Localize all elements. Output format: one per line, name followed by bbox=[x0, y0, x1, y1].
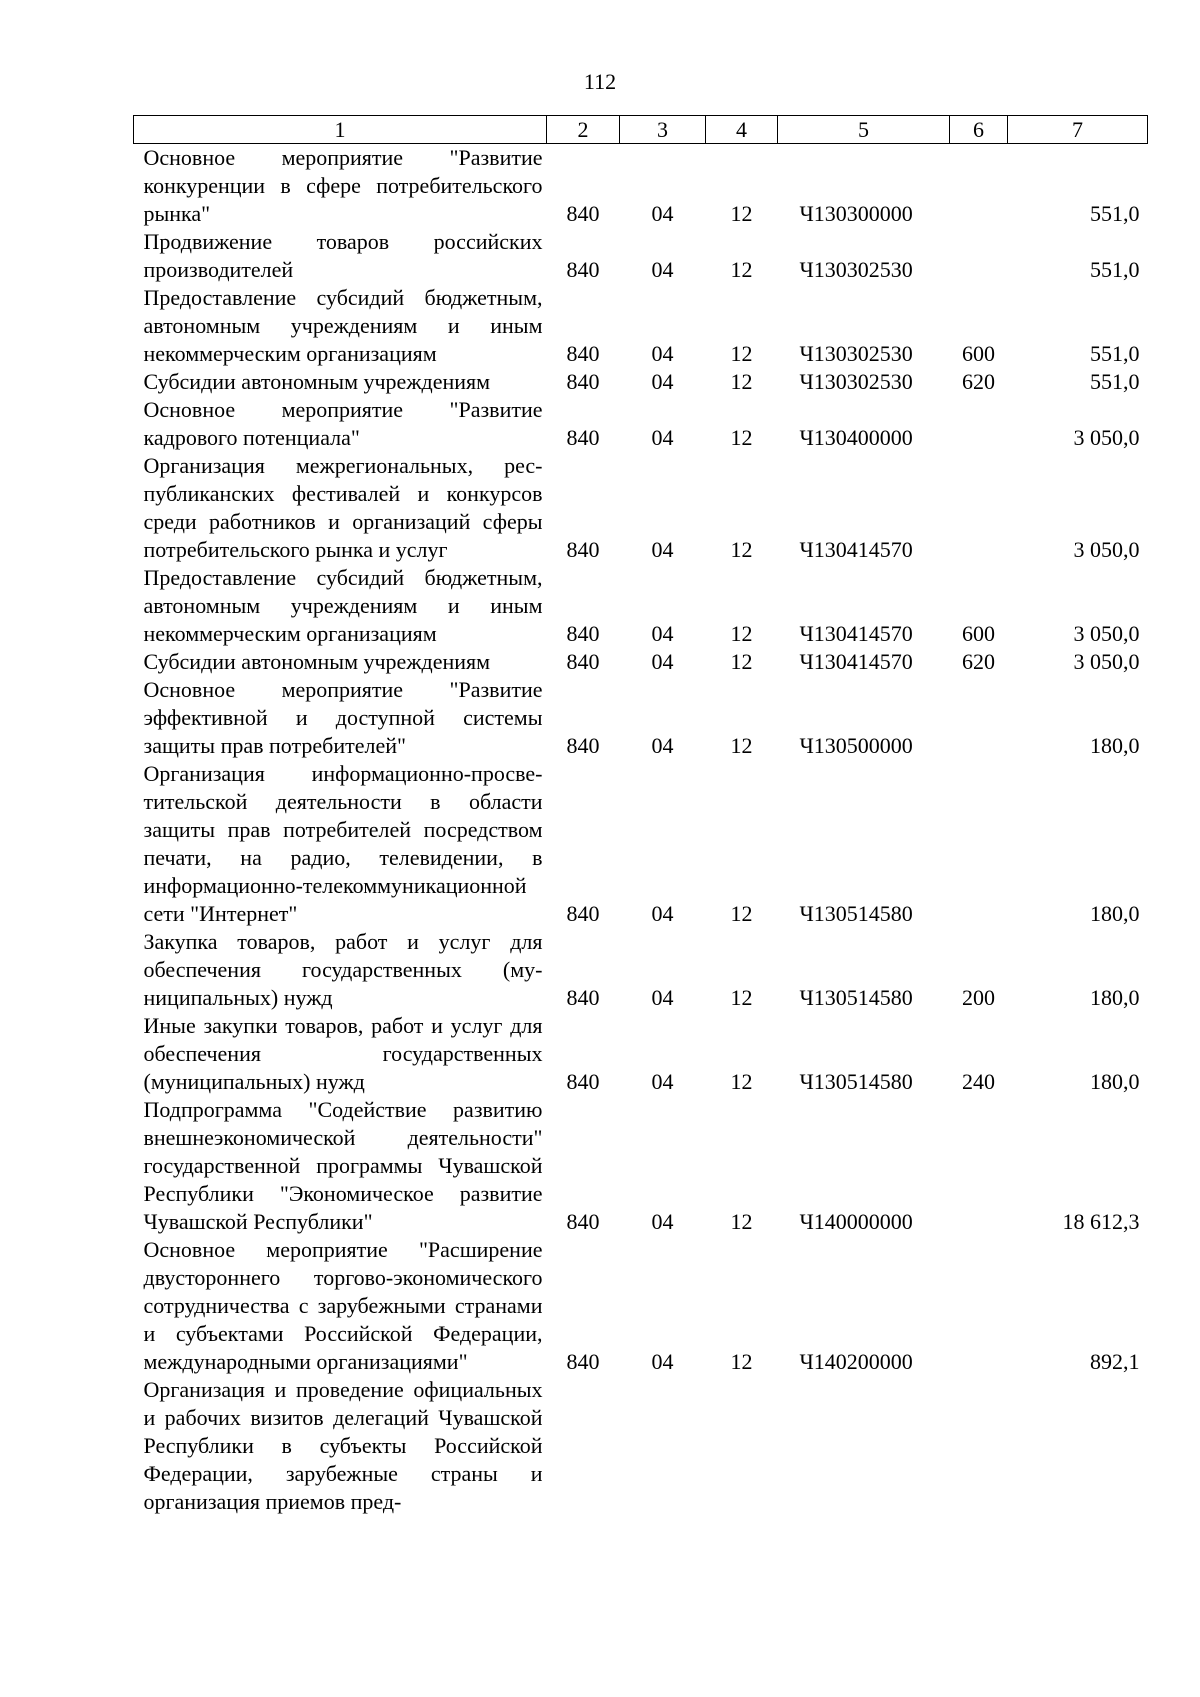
row-amount: 551,0 bbox=[1090, 369, 1140, 394]
row-col-6: 620 bbox=[962, 649, 995, 674]
row-col-6: 200 bbox=[962, 985, 995, 1010]
table-row bbox=[134, 396, 1148, 452]
row-col-6: 620 bbox=[962, 369, 995, 394]
row-amount: 180,0 bbox=[1090, 985, 1140, 1010]
table-row bbox=[134, 228, 1148, 284]
row-name: Продвижение товаров российских производителей bbox=[143, 229, 543, 282]
header-cell-7: 7 bbox=[1008, 116, 1148, 144]
row-code: Ч130302530 bbox=[799, 369, 913, 394]
row-col-4: 12 bbox=[730, 985, 753, 1010]
header-cell-1: 1 bbox=[134, 116, 547, 144]
table-row bbox=[134, 1012, 1148, 1096]
row-col-2: 840 bbox=[566, 341, 600, 366]
row-col-3: 04 bbox=[651, 537, 674, 562]
row-col-3: 04 bbox=[651, 257, 674, 282]
row-col-3: 04 bbox=[651, 369, 674, 394]
row-col-3: 04 bbox=[651, 201, 674, 226]
row-col-2: 840 bbox=[566, 649, 600, 674]
row-col-6: 600 bbox=[962, 621, 995, 646]
row-name: Субсидии автономным учреждениям bbox=[143, 369, 491, 394]
row-col-4: 12 bbox=[730, 201, 753, 226]
row-col-2: 840 bbox=[566, 901, 600, 926]
row-col-2: 840 bbox=[566, 257, 600, 282]
row-col-6 bbox=[950, 676, 1008, 760]
row-col-6 bbox=[950, 1376, 1008, 1516]
row-col-4: 12 bbox=[730, 1349, 753, 1374]
table-row bbox=[134, 760, 1148, 928]
row-col-4: 12 bbox=[730, 1209, 753, 1234]
table-row bbox=[134, 144, 1148, 229]
budget-table bbox=[133, 115, 1148, 1516]
row-col-4: 12 bbox=[730, 649, 753, 674]
row-amount bbox=[1008, 1376, 1148, 1516]
row-amount: 3 050,0 bbox=[1073, 425, 1140, 450]
header-row bbox=[134, 116, 1148, 144]
header-cell-3: 3 bbox=[620, 116, 706, 144]
table-row bbox=[134, 1376, 1148, 1516]
row-amount: 892,1 bbox=[1090, 1349, 1140, 1374]
row-name: Основное мероприятие "Развитие кадрового потенциала" bbox=[143, 397, 543, 450]
row-name: Иные закупки товаров, работ и услуг для обеспечения государственных (муниципальных) нужд bbox=[143, 1013, 543, 1094]
row-col-2 bbox=[547, 1376, 620, 1516]
row-col-6 bbox=[950, 452, 1008, 564]
row-code: Ч130500000 bbox=[799, 733, 913, 758]
row-col-4: 12 bbox=[730, 341, 753, 366]
row-name: Предоставление субсидий бюджетным, автономным учреждениям и иным некоммерческим организациям bbox=[143, 565, 543, 646]
row-name: Предоставление субсидий бюджетным, автономным учреждениям и иным некоммерческим организациям bbox=[143, 285, 543, 366]
row-amount: 551,0 bbox=[1090, 341, 1140, 366]
row-col-6 bbox=[950, 396, 1008, 452]
header-cell-5: 5 bbox=[778, 116, 950, 144]
row-col-6: 600 bbox=[962, 341, 995, 366]
row-col-3: 04 bbox=[651, 985, 674, 1010]
row-code: Ч130400000 bbox=[799, 425, 913, 450]
row-col-2: 840 bbox=[566, 425, 600, 450]
table-row bbox=[134, 564, 1148, 648]
row-col-4: 12 bbox=[730, 621, 753, 646]
row-col-6: 240 bbox=[962, 1069, 995, 1094]
row-col-4: 12 bbox=[730, 901, 753, 926]
row-col-4: 12 bbox=[730, 1069, 753, 1094]
table-row bbox=[134, 928, 1148, 1012]
row-name: Основное мероприятие "Развитие эффективной и доступной системы защиты прав потребителей" bbox=[143, 677, 543, 758]
row-col-2: 840 bbox=[566, 537, 600, 562]
row-name: Основное мероприятие "Расширение двустороннего торгово-экономического сотрудничества с зарубежными странами и субъектами Российской Федерации, международными организациями" bbox=[143, 1237, 543, 1374]
row-name: Организация и проведение официальных и рабочих визитов делегаций Чувашской Республики в субъекты Российской Федерации, зарубежные страны и организация приемов пред- bbox=[143, 1377, 543, 1514]
row-name: Основное мероприятие "Развитие конкуренции в сфере потребительского рынка" bbox=[143, 145, 543, 226]
table-row bbox=[134, 1236, 1148, 1376]
table-row bbox=[134, 368, 1148, 396]
row-col-3 bbox=[620, 1376, 706, 1516]
table-row bbox=[134, 676, 1148, 760]
row-name: Подпрограмма "Содействие развитию внешнеэкономической деятельности" государственной программы Чувашской Республики "Экономическое развитие Чувашской Республики" bbox=[143, 1097, 543, 1234]
row-col-6 bbox=[950, 228, 1008, 284]
row-col-3: 04 bbox=[651, 341, 674, 366]
row-col-3: 04 bbox=[651, 1349, 674, 1374]
row-amount: 180,0 bbox=[1090, 1069, 1140, 1094]
table-row bbox=[134, 1096, 1148, 1236]
row-col-3: 04 bbox=[651, 1209, 674, 1234]
row-amount: 18 612,3 bbox=[1062, 1209, 1140, 1234]
row-col-2: 840 bbox=[566, 201, 600, 226]
row-col-6 bbox=[950, 1236, 1008, 1376]
header-cell-4: 4 bbox=[706, 116, 778, 144]
row-code: Ч130300000 bbox=[799, 201, 913, 226]
row-code: Ч130414570 bbox=[799, 621, 913, 646]
row-amount: 180,0 bbox=[1090, 901, 1140, 926]
row-col-2: 840 bbox=[566, 1069, 600, 1094]
row-amount: 551,0 bbox=[1090, 201, 1140, 226]
row-col-2: 840 bbox=[566, 985, 600, 1010]
row-name: Закупка товаров, работ и услуг для обеспечения государственных (муниципальных) нужд bbox=[143, 929, 543, 1010]
table-header bbox=[134, 116, 1148, 144]
row-col-3: 04 bbox=[651, 1069, 674, 1094]
row-col-3: 04 bbox=[651, 621, 674, 646]
page-number: 112 bbox=[583, 69, 617, 94]
row-col-3: 04 bbox=[651, 733, 674, 758]
row-code: Ч130514580 bbox=[799, 985, 913, 1010]
row-col-2: 840 bbox=[566, 621, 600, 646]
row-code: Ч130514580 bbox=[799, 901, 913, 926]
row-code: Ч130414570 bbox=[799, 649, 913, 674]
row-col-2: 840 bbox=[566, 1209, 600, 1234]
row-col-3: 04 bbox=[651, 425, 674, 450]
row-amount: 3 050,0 bbox=[1073, 649, 1140, 674]
header-cell-6: 6 bbox=[950, 116, 1008, 144]
row-col-4: 12 bbox=[730, 369, 753, 394]
row-amount: 3 050,0 bbox=[1073, 621, 1140, 646]
row-code: Ч130414570 bbox=[799, 537, 913, 562]
row-col-2: 840 bbox=[566, 733, 600, 758]
row-col-6 bbox=[950, 144, 1008, 229]
row-col-6 bbox=[950, 1096, 1008, 1236]
row-col-3: 04 bbox=[651, 901, 674, 926]
row-col-4 bbox=[706, 1376, 778, 1516]
row-code: Ч130514580 bbox=[799, 1069, 913, 1094]
row-name: Субсидии автономным учреждениям bbox=[143, 649, 491, 674]
row-amount: 180,0 bbox=[1090, 733, 1140, 758]
row-code: Ч140200000 bbox=[799, 1349, 913, 1374]
row-col-6 bbox=[950, 760, 1008, 928]
table-row bbox=[134, 452, 1148, 564]
row-code: Ч130302530 bbox=[799, 257, 913, 282]
table-body bbox=[134, 144, 1148, 1517]
row-col-4: 12 bbox=[730, 733, 753, 758]
row-col-4: 12 bbox=[730, 537, 753, 562]
row-col-4: 12 bbox=[730, 425, 753, 450]
row-code: Ч140000000 bbox=[799, 1209, 913, 1234]
row-amount: 3 050,0 bbox=[1073, 537, 1140, 562]
table-row bbox=[134, 648, 1148, 676]
row-col-3: 04 bbox=[651, 649, 674, 674]
row-code bbox=[778, 1376, 950, 1516]
row-name: Организация межрегиональных, республиканских фестивалей и конкурсов среди работников и организаций сферы потребительского рынка и услуг bbox=[143, 453, 543, 562]
row-amount: 551,0 bbox=[1090, 257, 1140, 282]
row-col-2: 840 bbox=[566, 1349, 600, 1374]
table-row bbox=[134, 284, 1148, 368]
row-name: Организация информационно-просветительской деятельности в области защиты прав потребителей посредством печати, на радио, телевидении, в информационно-телекоммуникационной сети "Интернет" bbox=[143, 761, 543, 926]
header-cell-2: 2 bbox=[547, 116, 620, 144]
row-col-2: 840 bbox=[566, 369, 600, 394]
row-code: Ч130302530 bbox=[799, 341, 913, 366]
row-col-4: 12 bbox=[730, 257, 753, 282]
